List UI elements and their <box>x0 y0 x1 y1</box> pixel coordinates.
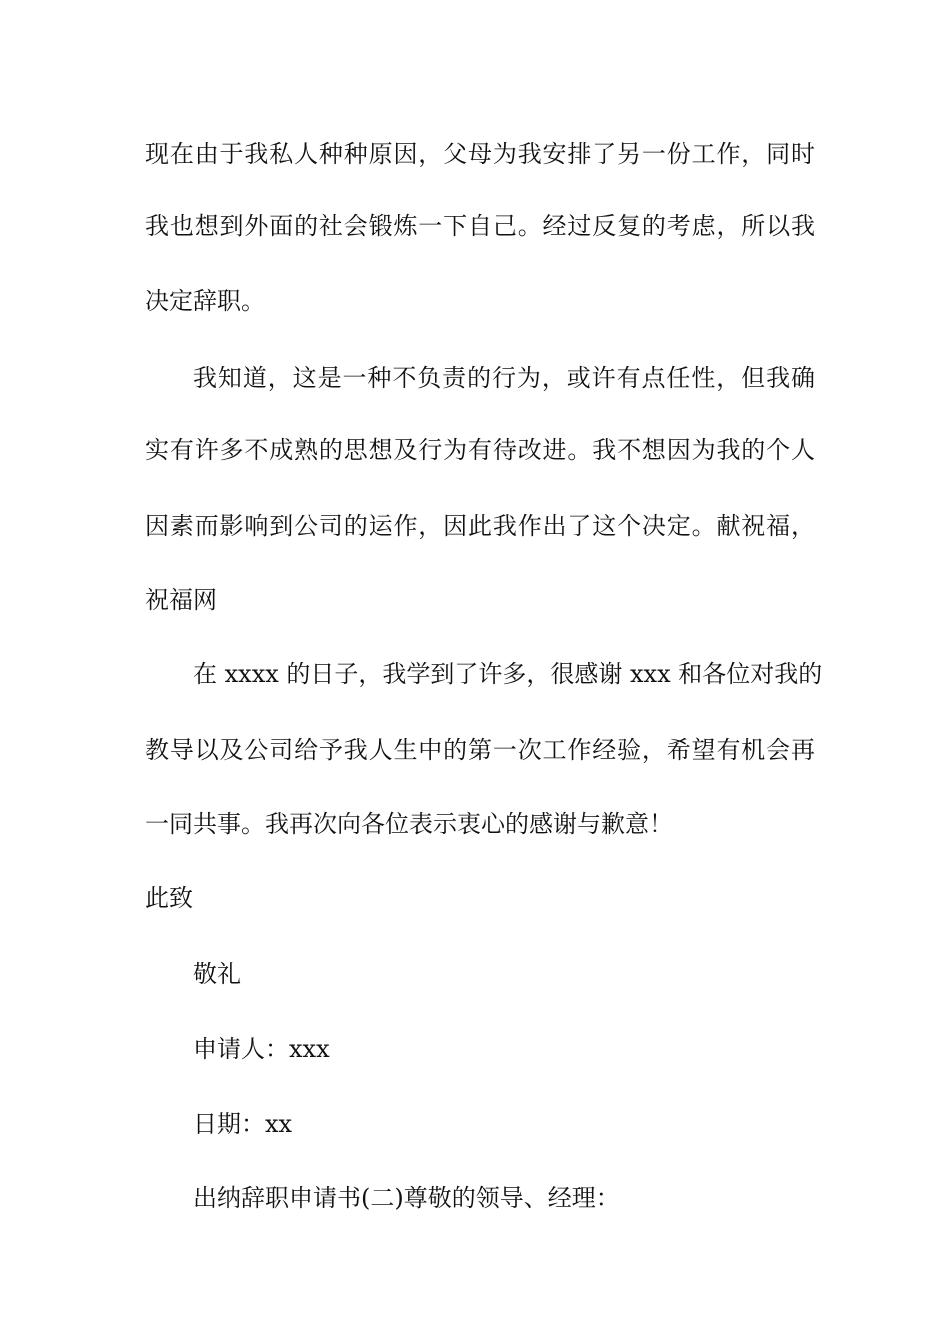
paragraph-3-line-1: 在 xxxx 的日子，我学到了许多，很感谢 xxx 和各位对我的 <box>193 660 823 688</box>
closing-regards: 敬礼 <box>193 960 241 988</box>
paragraph-3-line-3: 一同共事。我再次向各位表示衷心的感谢与歉意！ <box>145 810 673 838</box>
next-document-heading: 出纳辞职申请书(二)尊敬的领导、经理： <box>193 1184 620 1212</box>
paragraph-3-line-2: 教导以及公司给予我人生中的第一次工作经验，希望有机会再 <box>145 736 815 764</box>
paragraph-1-line-1: 现在由于我私人种种原因，父母为我安排了另一份工作，同时 <box>145 140 815 168</box>
paragraph-2-line-4: 祝福网 <box>145 586 217 614</box>
paragraph-2-line-1: 我知道，这是一种不负责的行为，或许有点任性，但我确 <box>193 364 815 392</box>
paragraph-2-line-3: 因素而影响到公司的运作，因此我作出了这个决定。献祝福， <box>145 512 815 540</box>
date-line: 日期：xx <box>193 1110 293 1138</box>
closing-salutation: 此致 <box>145 884 193 912</box>
paragraph-2-line-2: 实有许多不成熟的思想及行为有待改进。我不想因为我的个人 <box>145 436 815 464</box>
paragraph-1-line-2: 我也想到外面的社会锻炼一下自己。经过反复的考虑，所以我 <box>145 212 815 240</box>
paragraph-1-line-3: 决定辞职。 <box>145 287 265 315</box>
applicant-line: 申请人：xxx <box>193 1035 330 1063</box>
